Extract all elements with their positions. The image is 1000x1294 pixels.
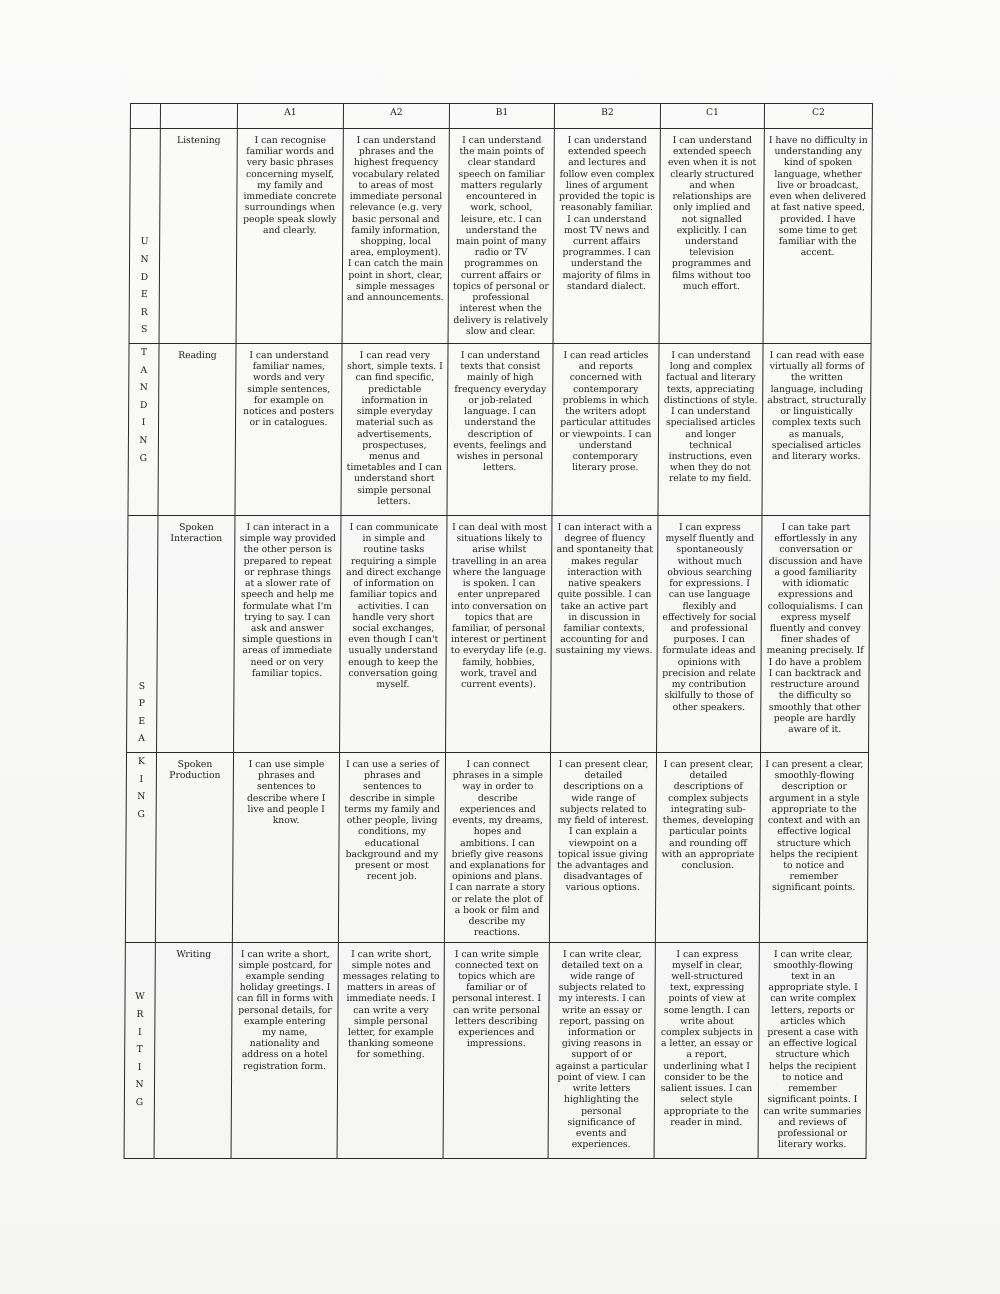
row-listening: [129, 129, 872, 344]
descriptor-listening-a2: I can understand phrases and the highest frequency vocabulary related to areas of most immediate personal relevance (e.g. very basic personal and family information, shopping, local area, employment). I can catch the main point in short, clear, simple messages and announcements.: [342, 129, 449, 344]
skill-header-cell: [160, 104, 237, 129]
category-writing: W R I T I N G: [124, 942, 155, 1158]
descriptor-writing-a1: I can write a short, simple postcard, for example sending holiday greetings. I can fill in forms with personal details, for example entering my name, nationality and address on a hotel registration form.: [231, 942, 338, 1158]
descriptor-listening-c2: I have no difficulty in understanding any kind of spoken language, whether live or broadcast, even when delivered at fast native speed, provided. I have some time to get familiar with the accent.: [763, 129, 872, 344]
category-understanding-part1: U N D E R S: [129, 129, 160, 344]
skill-label-reading: Reading: [158, 344, 236, 516]
descriptor-production-b2: I can present clear, detailed descriptions on a wide range of subjects related to my field of interest. I can explain a viewpoint on a topical issue giving the advantages and disadvantages of various options.: [549, 753, 656, 943]
descriptor-production-b1: I can connect phrases in a simple way in order to describe experiences and events, my dreams, hopes and ambitions. I can briefly give reasons and explanations for opinions and plans. I can narrate a story or relate the plot of a book or film and describe my reactions.: [444, 753, 550, 943]
descriptor-writing-c1: I can express myself in clear, well-structured text, expressing points of view at some length. I can write about complex subjects in a letter, an essay or a report, underlining what I consider to be the salient issues. I can select style appropriate to the reader in mind.: [654, 942, 759, 1158]
category-understanding-part2: T A N D I N G: [128, 344, 159, 516]
descriptor-reading-b2: I can read articles and reports concerned with contemporary problems in which the writers adopt particular attitudes or viewpoints. I can understand contemporary literary prose.: [552, 344, 659, 516]
descriptor-reading-c2: I can read with ease virtually all forms of the written language, including abstract, structurally or linguistically complex texts such as manuals, specialised articles and literary works.: [762, 344, 871, 516]
descriptor-interaction-b2: I can interact with a degree of fluency and spontaneity that makes regular interaction with native speakers quite possible. I can take an active part in discussion in familiar contexts, accounting for and sustaining my views.: [551, 516, 658, 753]
level-header-c1: C1: [660, 104, 764, 129]
row-writing: [124, 942, 867, 1158]
category-speaking-part2: K I N G: [125, 753, 156, 943]
descriptor-production-c1: I can present clear, detailed descriptions of complex subjects integrating sub-themes, developing particular points and rounding off with an appropriate conclusion.: [655, 753, 760, 943]
level-header-a1: A1: [237, 104, 343, 129]
descriptor-listening-a1: I can recognise familiar words and very basic phrases concerning myself, my family and immediate concrete surroundings when people speak slowly and clearly.: [236, 129, 343, 344]
descriptor-writing-b1: I can write simple connected text on topics which are familiar or of personal interest. I can write personal letters describing experiences and impressions.: [443, 942, 549, 1158]
category-speaking-part1: S P E A: [127, 516, 158, 753]
row-spoken-production: [125, 753, 868, 943]
descriptor-interaction-c2: I can take part effortlessly in any conversation or discussion and have a good familiarity with idiomatic expressions and colloquialisms. I can express myself fluently and convey finer shades of meaning precisely. If I do have a problem I can backtrack and restructure around the difficulty so smoothly that other people are hardly aware of it.: [761, 516, 870, 753]
corner-cell: [130, 104, 160, 129]
descriptor-listening-b1: I can understand the main points of clear standard speech on familiar matters regularly encountered in work, school, leisure, etc. I can understand the main point of many radio or TV programmes on current affairs or topics of personal or professional interest when the delivery is relatively slow and clear.: [448, 129, 554, 344]
cefr-self-assessment-grid: [124, 103, 873, 1159]
descriptor-production-c2: I can present a clear, smoothly-flowing description or argument in a style appropriate to the context and with an effective logical structure which helps the recipient to notice and remember significant points.: [759, 753, 868, 943]
descriptor-interaction-c1: I can express myself fluently and spontaneously without much obvious searching for expressions. I can use language flexibly and effectively for social and professional purposes. I can formulate ideas and opinions with precision and relate my contribution skilfully to those of other speakers.: [657, 516, 762, 753]
descriptor-listening-c1: I can understand extended speech even when it is not clearly structured and when relationships are only implied and not signalled explicitly. I can understand television programmes and films without too much effort.: [659, 129, 764, 344]
descriptor-production-a1: I can use simple phrases and sentences to describe where I live and people I know.: [232, 753, 339, 943]
descriptor-interaction-a1: I can interact in a simple way provided the other person is prepared to repeat or rephrase things at a slower rate of speech and help me formulate what I'm trying to say. I can ask and answer simple questions in areas of immediate need or on very familiar topics.: [234, 516, 341, 753]
descriptor-writing-a2: I can write short, simple notes and messages relating to matters in areas of immediate needs. I can write a very simple personal letter, for example thanking someone for something.: [337, 942, 444, 1158]
descriptor-writing-c2: I can write clear, smoothly-flowing text in an appropriate style. I can write complex letters, reports or articles which present a case with an effective logical structure which helps the recipient to notice and remember significant points. I can write summaries and reviews of professional or literary works.: [758, 942, 867, 1158]
descriptor-interaction-b1: I can deal with most situations likely to arise whilst travelling in an area where the language is spoken. I can enter unprepared into conversation on topics that are familiar, of personal interest or pertinent to everyday life (e.g. family, hobbies, work, travel and current events).: [446, 516, 552, 753]
descriptor-production-a2: I can use a series of phrases and sentences to describe in simple terms my family and other people, living conditions, my educational background and my present or most recent job.: [338, 753, 445, 943]
skill-label-spoken-production: Spoken Production: [155, 753, 233, 943]
skill-label-listening: Listening: [159, 129, 237, 344]
skill-label-writing: Writing: [154, 942, 232, 1158]
skill-label-spoken-interaction: Spoken Interaction: [157, 516, 235, 753]
descriptor-reading-a2: I can read very short, simple texts. I can find specific, predictable information in simple everyday material such as advertisements, prospectuses, menus and timetables and I can understand short simple personal letters.: [341, 344, 448, 516]
level-header-b2: B2: [554, 104, 660, 129]
descriptor-interaction-a2: I can communicate in simple and routine tasks requiring a simple and direct exchange of information on familiar topics and activities. I can handle very short social exchanges, even though I can't usually understand enough to keep the conversation going myself.: [340, 516, 447, 753]
level-header-a2: A2: [343, 104, 449, 129]
descriptor-reading-b1: I can understand texts that consist mainly of high frequency everyday or job-related language. I can understand the description of events, feelings and wishes in personal letters.: [447, 344, 553, 516]
descriptor-writing-b2: I can write clear, detailed text on a wide range of subjects related to my interests. I can write an essay or report, passing on information or giving reasons in support of or against a particular point of view. I can write letters highlighting the personal significance of events and experiences.: [548, 942, 655, 1158]
descriptor-listening-b2: I can understand extended speech and lectures and follow even complex lines of argument provided the topic is reasonably familiar. I can understand most TV news and current affairs programmes. I can understand the majority of films in standard dialect.: [553, 129, 660, 344]
header-row: [130, 104, 872, 129]
row-reading: [128, 344, 871, 516]
row-spoken-interaction: [127, 516, 870, 753]
level-header-b1: B1: [449, 104, 554, 129]
level-header-c2: C2: [764, 104, 872, 129]
descriptor-reading-a1: I can understand familiar names, words and very simple sentences, for example on notices and posters or in catalogues.: [235, 344, 342, 516]
descriptor-reading-c1: I can understand long and complex factual and literary texts, appreciating distinctions of style. I can understand specialised articles and longer technical instructions, even when they do not relate to my field.: [658, 344, 763, 516]
